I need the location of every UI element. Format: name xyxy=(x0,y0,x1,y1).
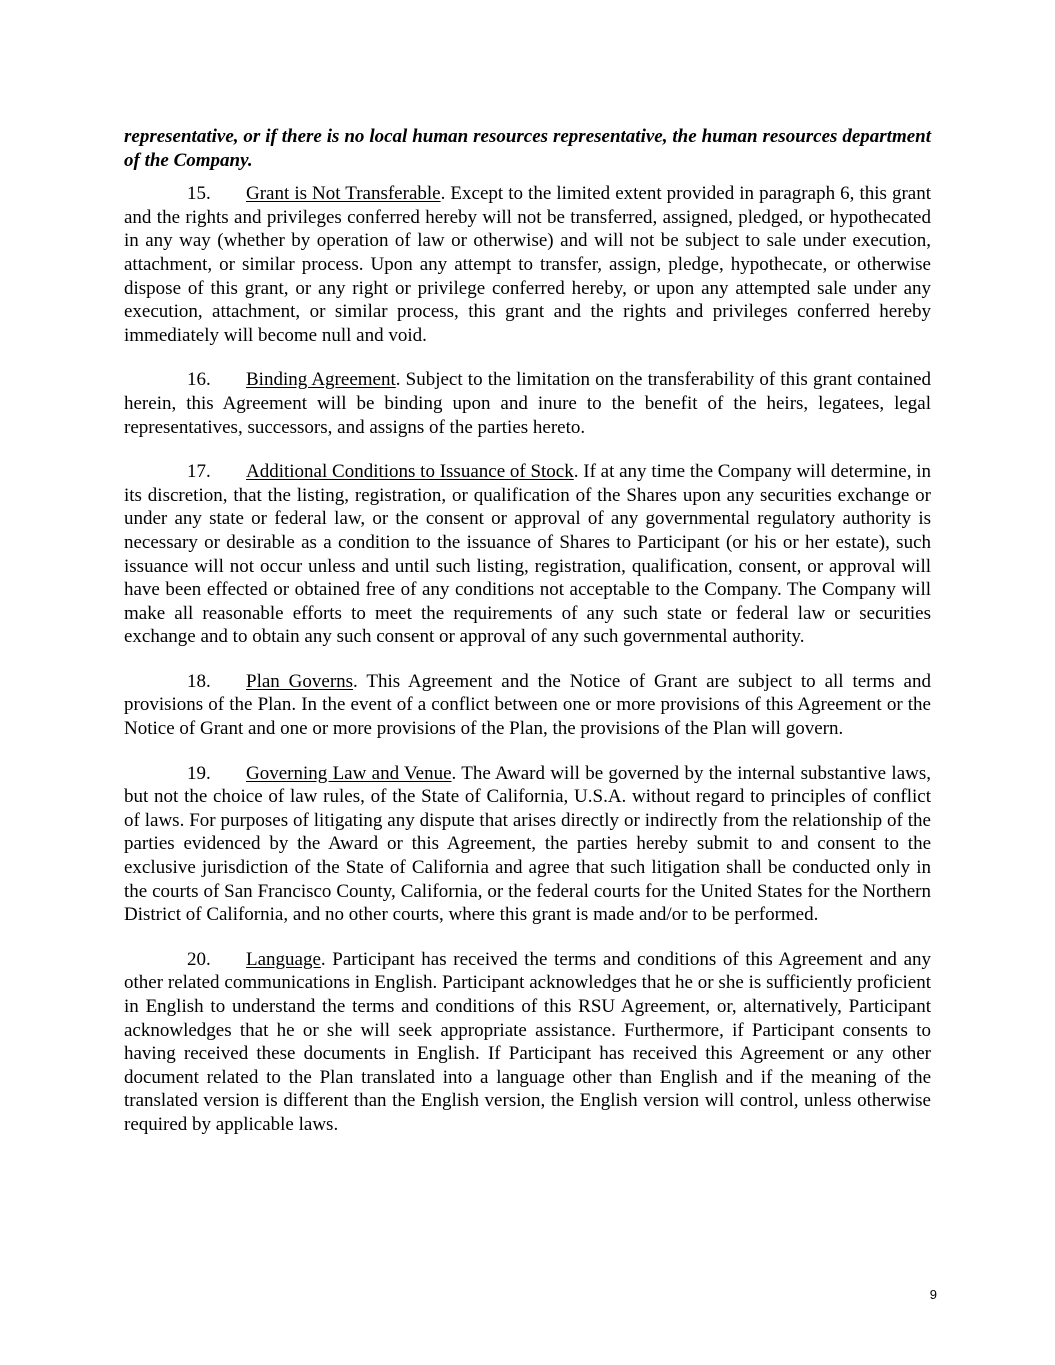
section-18 xyxy=(124,670,931,741)
section-17 xyxy=(124,460,931,649)
section-15 xyxy=(124,182,931,347)
section-body: . Participant has received the terms and conditions of this Agreement and any other related communications in English. Participant acknowledges that he or she is sufficiently proficient in English to understand the terms and conditions of this RSU Agreement, or, alternatively, Participant acknowledges that he or she will seek appropriate assistance. Furthermore, if Participant consents to having received these documents in English. If Participant has received this Agreement or any other document related to the Plan translated into a language other than English and if the meaning of the translated version is different than the English version, the English version will control, unless otherwise required by applicable laws. xyxy=(124,948,931,1135)
section-body: . Except to the limited extent provided in paragraph 6, this grant and the rights and privileges conferred hereby will not be transferred, assigned, pledged, or hypothecated in any way (whether by operation of law or otherwise) and will not be subject to sale under execution, attachment, or similar process. Upon any attempt to transfer, assign, pledge, hypothecate, or otherwise dispose of this grant, or any right or privilege conferred hereby, or upon any attempted sale under any execution, attachment, or similar process, this grant and the rights and privileges conferred hereby immediately will become null and void. xyxy=(124,183,931,346)
section-number: 15. xyxy=(187,183,211,205)
document-page xyxy=(124,125,931,1158)
section-heading: Binding Agreement xyxy=(246,369,396,391)
section-20 xyxy=(124,948,931,1137)
lead-paragraph: representative, or if there is no local human resources representative, the human resources department of the Company. xyxy=(124,126,931,171)
section-body: . If at any time the Company will determine, in its discretion, that the listing, registration, or qualification of the Shares upon any securities exchange or under any state or federal law, or the consent or approval of any governmental regulatory authority is necessary or desirable as a condition to the issuance of Shares to Participant (or his or her estate), such issuance will not occur unless and until such listing, registration, qualification, consent, or approval will have been effected or obtained free of any conditions not acceptable to the Company. The Company will make all reasonable efforts to meet the requirements of any such state or federal law or securities exchange and to obtain any such consent or approval of any such governmental authority. xyxy=(124,461,931,648)
section-number: 17. xyxy=(187,461,211,483)
section-number: 19. xyxy=(187,762,211,784)
section-heading: Language xyxy=(246,948,321,970)
section-16 xyxy=(124,368,931,439)
section-heading: Grant is Not Transferable xyxy=(246,183,441,205)
section-body: . The Award will be governed by the internal substantive laws, but not the choice of law rules, of the State of California, U.S.A. without regard to principles of conflict of laws. For purposes of litigating any dispute that arises directly or indirectly from the relationship of the parties evidenced by the Award or this Agreement, the parties hereby submit to and consent to the exclusive jurisdiction of the State of California and agree that such litigation shall be conducted only in the courts of San Francisco County, California, or the federal courts for the United States for the Northern District of California, and no other courts, where this grant is made and/or to be performed. xyxy=(124,762,931,926)
section-19 xyxy=(124,762,931,927)
section-heading: Plan Governs xyxy=(246,670,354,692)
section-heading: Governing Law and Venue xyxy=(246,762,452,784)
section-heading: Additional Conditions to Issuance of Stock xyxy=(246,461,574,483)
section-body: . This Agreement and the Notice of Grant are subject to all terms and provisions of the Plan. In the event of a conflict between one or more provisions of this Agreement or the Notice of Grant and one or more provisions of the Plan, the provisions of the Plan will govern. xyxy=(124,670,931,740)
section-number: 20. xyxy=(187,948,211,970)
section-body: . Subject to the limitation on the transferability of this grant contained herein, this Agreement will be binding upon and inure to the benefit of the heirs, legatees, legal representatives, successors, and assigns of the parties hereto. xyxy=(124,369,931,438)
section-number: 16. xyxy=(187,369,211,391)
section-number: 18. xyxy=(187,670,211,692)
page-number: 9 xyxy=(929,1287,937,1302)
